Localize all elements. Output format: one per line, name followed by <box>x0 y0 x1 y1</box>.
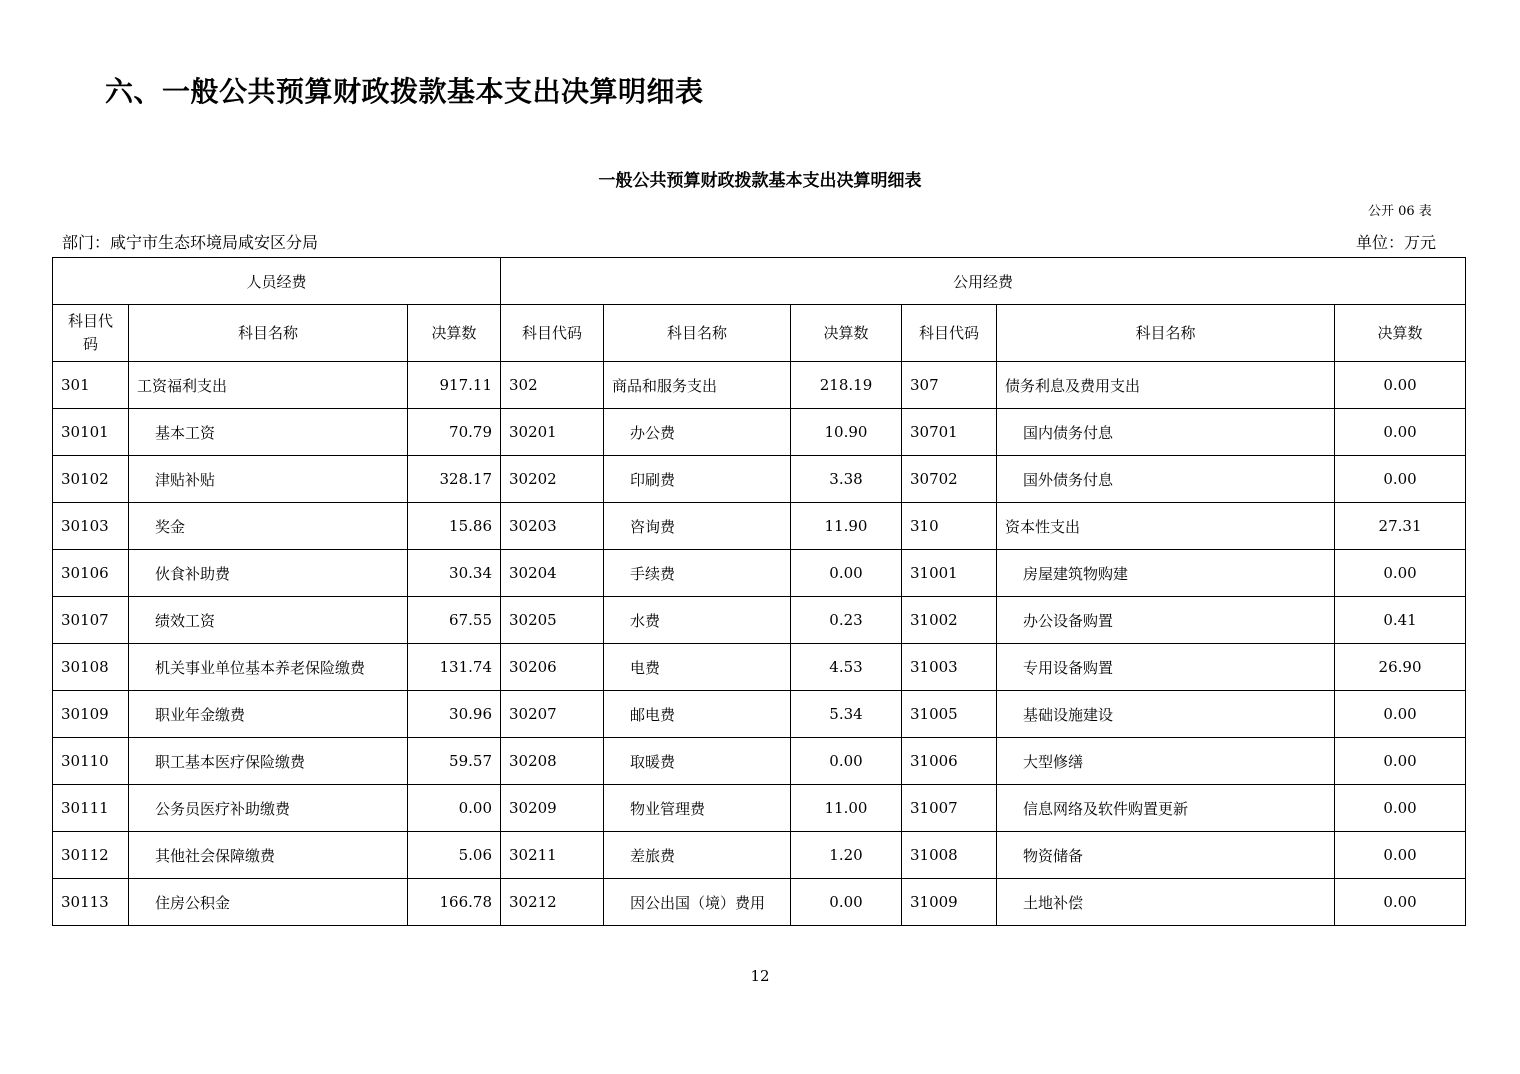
name-cell: 国外债务付息 <box>997 456 1335 503</box>
department-label: 部门：咸宁市生态环境局咸安区分局 <box>62 233 319 252</box>
section-public: 公用经费 <box>501 258 1466 305</box>
table-row <box>53 597 1466 644</box>
name-cell: 办公设备购置 <box>997 597 1335 644</box>
header-amount-1: 决算数 <box>408 305 501 362</box>
name-cell: 差旅费 <box>604 832 791 879</box>
amount-cell: 70.79 <box>408 409 501 456</box>
name-cell: 物业管理费 <box>604 785 791 832</box>
table-row <box>53 503 1466 550</box>
code-cell: 30107 <box>53 597 129 644</box>
amount-cell: 0.00 <box>1335 879 1466 926</box>
name-cell: 取暖费 <box>604 738 791 785</box>
name-cell: 债务利息及费用支出 <box>997 362 1335 409</box>
name-cell: 机关事业单位基本养老保险缴费 <box>129 644 408 691</box>
amount-cell: 67.55 <box>408 597 501 644</box>
table-row <box>53 644 1466 691</box>
header-amount-3: 决算数 <box>1335 305 1466 362</box>
code-cell: 30101 <box>53 409 129 456</box>
code-cell: 31006 <box>902 738 997 785</box>
amount-cell: 30.96 <box>408 691 501 738</box>
code-cell: 30112 <box>53 832 129 879</box>
name-cell: 专用设备购置 <box>997 644 1335 691</box>
table-row <box>53 691 1466 738</box>
page-heading: 六、一般公共预算财政拨款基本支出决算明细表 <box>105 75 704 108</box>
code-cell: 30106 <box>53 550 129 597</box>
code-cell: 310 <box>902 503 997 550</box>
name-cell: 土地补偿 <box>997 879 1335 926</box>
name-cell: 公务员医疗补助缴费 <box>129 785 408 832</box>
name-cell: 绩效工资 <box>129 597 408 644</box>
code-cell: 302 <box>501 362 604 409</box>
code-cell: 30206 <box>501 644 604 691</box>
amount-cell: 166.78 <box>408 879 501 926</box>
code-cell: 30212 <box>501 879 604 926</box>
name-cell: 印刷费 <box>604 456 791 503</box>
amount-cell: 4.53 <box>791 644 902 691</box>
name-cell: 电费 <box>604 644 791 691</box>
table-body <box>53 362 1466 926</box>
code-cell: 30109 <box>53 691 129 738</box>
amount-cell: 328.17 <box>408 456 501 503</box>
code-cell: 30208 <box>501 738 604 785</box>
table-title: 一般公共预算财政拨款基本支出决算明细表 <box>598 171 922 191</box>
amount-cell: 11.00 <box>791 785 902 832</box>
amount-cell: 10.90 <box>791 409 902 456</box>
amount-cell: 15.86 <box>408 503 501 550</box>
amount-cell: 0.00 <box>791 550 902 597</box>
code-cell: 31007 <box>902 785 997 832</box>
amount-cell: 0.00 <box>1335 362 1466 409</box>
code-cell: 30201 <box>501 409 604 456</box>
expenditure-table <box>52 257 1466 926</box>
name-cell: 其他社会保障缴费 <box>129 832 408 879</box>
amount-cell: 0.00 <box>1335 409 1466 456</box>
name-cell: 水费 <box>604 597 791 644</box>
code-cell: 301 <box>53 362 129 409</box>
name-cell: 国内债务付息 <box>997 409 1335 456</box>
header-name-2: 科目名称 <box>604 305 791 362</box>
code-cell: 31002 <box>902 597 997 644</box>
code-cell: 30202 <box>501 456 604 503</box>
name-cell: 伙食补助费 <box>129 550 408 597</box>
unit-label: 单位：万元 <box>1356 233 1437 252</box>
table-row <box>53 550 1466 597</box>
amount-cell: 3.38 <box>791 456 902 503</box>
name-cell: 商品和服务支出 <box>604 362 791 409</box>
name-cell: 房屋建筑物购建 <box>997 550 1335 597</box>
amount-cell: 5.06 <box>408 832 501 879</box>
header-code-1: 科目代码 <box>53 305 129 362</box>
table-row <box>53 785 1466 832</box>
amount-cell: 0.00 <box>1335 456 1466 503</box>
code-cell: 30209 <box>501 785 604 832</box>
table-row <box>53 409 1466 456</box>
amount-cell: 30.34 <box>408 550 501 597</box>
amount-cell: 0.00 <box>1335 691 1466 738</box>
table-row <box>53 738 1466 785</box>
amount-cell: 0.00 <box>1335 785 1466 832</box>
amount-cell: 0.00 <box>791 738 902 785</box>
name-cell: 奖金 <box>129 503 408 550</box>
code-cell: 30207 <box>501 691 604 738</box>
code-cell: 30702 <box>902 456 997 503</box>
name-cell: 办公费 <box>604 409 791 456</box>
amount-cell: 917.11 <box>408 362 501 409</box>
code-cell: 30204 <box>501 550 604 597</box>
code-cell: 30113 <box>53 879 129 926</box>
name-cell: 工资福利支出 <box>129 362 408 409</box>
name-cell: 职工基本医疗保险缴费 <box>129 738 408 785</box>
name-cell: 大型修缮 <box>997 738 1335 785</box>
code-cell: 30205 <box>501 597 604 644</box>
code-cell: 31009 <box>902 879 997 926</box>
amount-cell: 5.34 <box>791 691 902 738</box>
code-cell: 307 <box>902 362 997 409</box>
table-row <box>53 879 1466 926</box>
amount-cell: 0.00 <box>408 785 501 832</box>
amount-cell: 1.20 <box>791 832 902 879</box>
code-cell: 31008 <box>902 832 997 879</box>
header-name-1: 科目名称 <box>129 305 408 362</box>
code-cell: 30102 <box>53 456 129 503</box>
table-row <box>53 456 1466 503</box>
amount-cell: 0.41 <box>1335 597 1466 644</box>
amount-cell: 218.19 <box>791 362 902 409</box>
name-cell: 津贴补贴 <box>129 456 408 503</box>
name-cell: 资本性支出 <box>997 503 1335 550</box>
code-cell: 31003 <box>902 644 997 691</box>
amount-cell: 0.00 <box>1335 738 1466 785</box>
code-cell: 30701 <box>902 409 997 456</box>
amount-cell: 0.00 <box>1335 550 1466 597</box>
form-code-label: 公开 06 表 <box>1368 204 1432 219</box>
amount-cell: 27.31 <box>1335 503 1466 550</box>
name-cell: 因公出国（境）费用 <box>604 879 791 926</box>
section-personnel: 人员经费 <box>53 258 501 305</box>
code-cell: 31001 <box>902 550 997 597</box>
amount-cell: 11.90 <box>791 503 902 550</box>
code-cell: 30211 <box>501 832 604 879</box>
code-cell: 30110 <box>53 738 129 785</box>
amount-cell: 131.74 <box>408 644 501 691</box>
amount-cell: 59.57 <box>408 738 501 785</box>
name-cell: 信息网络及软件购置更新 <box>997 785 1335 832</box>
name-cell: 手续费 <box>604 550 791 597</box>
table-row <box>53 362 1466 409</box>
amount-cell: 0.00 <box>791 879 902 926</box>
name-cell: 职业年金缴费 <box>129 691 408 738</box>
name-cell: 物资储备 <box>997 832 1335 879</box>
code-cell: 30203 <box>501 503 604 550</box>
code-cell: 31005 <box>902 691 997 738</box>
code-cell: 30108 <box>53 644 129 691</box>
name-cell: 基础设施建设 <box>997 691 1335 738</box>
header-code-2: 科目代码 <box>501 305 604 362</box>
table-row <box>53 832 1466 879</box>
header-code-3: 科目代码 <box>902 305 997 362</box>
header-amount-2: 决算数 <box>791 305 902 362</box>
code-cell: 30103 <box>53 503 129 550</box>
page-number: 12 <box>750 967 770 985</box>
name-cell: 邮电费 <box>604 691 791 738</box>
amount-cell: 0.23 <box>791 597 902 644</box>
amount-cell: 0.00 <box>1335 832 1466 879</box>
name-cell: 咨询费 <box>604 503 791 550</box>
code-cell: 30111 <box>53 785 129 832</box>
header-name-3: 科目名称 <box>997 305 1335 362</box>
amount-cell: 26.90 <box>1335 644 1466 691</box>
name-cell: 住房公积金 <box>129 879 408 926</box>
name-cell: 基本工资 <box>129 409 408 456</box>
